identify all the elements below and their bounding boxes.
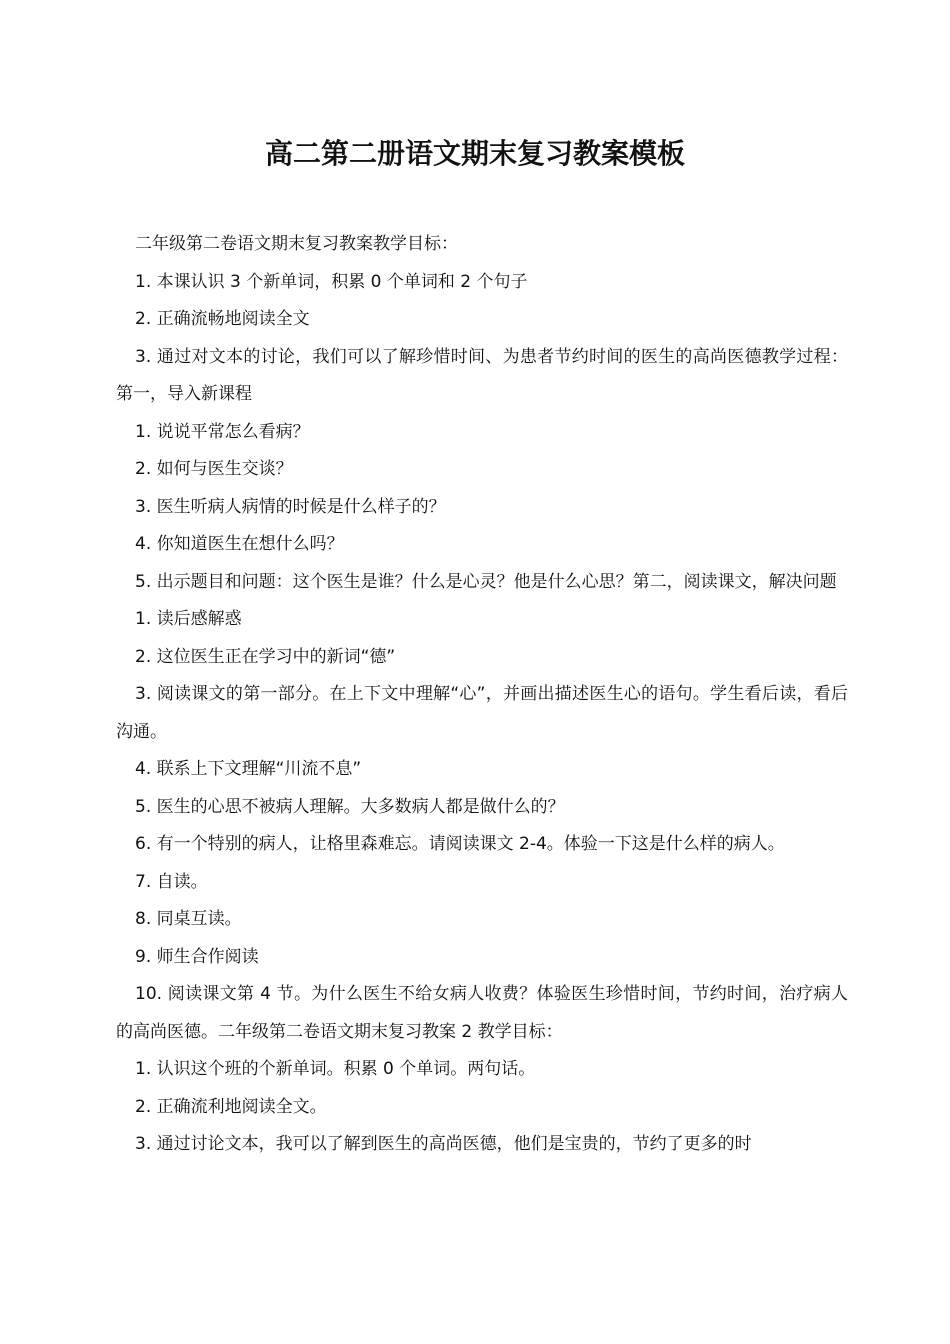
paragraph: 6. 有一个特别的病人，让格里森难忘。请阅读课文 2-4。体验一下这是什么样的病人。 bbox=[135, 834, 785, 854]
document-body bbox=[116, 226, 848, 1164]
document-title: 高二第二册语文期末复习教案模板 bbox=[264, 137, 685, 170]
paragraph: 1. 读后感解惑 bbox=[135, 609, 242, 629]
paragraph: 2. 正确流畅地阅读全文 bbox=[135, 309, 310, 329]
paragraph: 8. 同桌互读。 bbox=[135, 909, 242, 929]
paragraph: 2. 这位医生正在学习中的新词“德” bbox=[135, 646, 396, 667]
paragraph: 5. 医生的心思不被病人理解。大多数病人都是做什么的？ bbox=[135, 796, 565, 817]
paragraph: 4. 联系上下文理解“川流不息” bbox=[135, 759, 362, 779]
paragraph: 1. 说说平常怎么看病？ bbox=[135, 421, 310, 442]
paragraph: 3. 阅读课文的第一部分。在上下文中理解“心”，并画出描述医生心的语句。学生看后读，看后沟通。 bbox=[116, 684, 848, 742]
paragraph: 4. 你知道医生在想什么吗？ bbox=[135, 534, 344, 554]
paragraph: 9. 师生合作阅读 bbox=[135, 946, 259, 967]
paragraph: 1. 认识这个班的个新单词。积累 0 个单词。两句话。 bbox=[135, 1059, 536, 1079]
paragraph: 3. 通过对文本的讨论，我们可以了解珍惜时间、为患者节约时间的医生的高尚医德教学过程：第一，导入新课程 bbox=[116, 346, 848, 404]
paragraph: 7. 自读。 bbox=[135, 871, 208, 892]
paragraph: 二年级第二卷语文期末复习教案教学目标： bbox=[135, 234, 458, 254]
paragraph: 3. 医生听病人病情的时候是什么样子的？ bbox=[135, 496, 446, 517]
paragraph: 2. 如何与医生交谈？ bbox=[135, 459, 293, 479]
paragraph: 2. 正确流利地阅读全文。 bbox=[135, 1096, 327, 1117]
paragraph: 10. 阅读课文第 4 节。为什么医生不给女病人收费？体验医生珍惜时间，节约时间，治疗病人的高尚医德。二年级第二卷语文期末复习教案 2 教学目标： bbox=[116, 984, 848, 1042]
paragraph: 1. 本课认识 3 个新单词，积累 0 个单词和 2 个句子 bbox=[135, 271, 528, 292]
paragraph: 5. 出示题目和问题：这个医生是谁？什么是心灵？他是什么心思？第二，阅读课文，解决问题 bbox=[135, 571, 837, 592]
paragraph: 3. 通过讨论文本，我可以了解到医生的高尚医德，他们是宝贵的，节约了更多的时 bbox=[135, 1134, 752, 1154]
